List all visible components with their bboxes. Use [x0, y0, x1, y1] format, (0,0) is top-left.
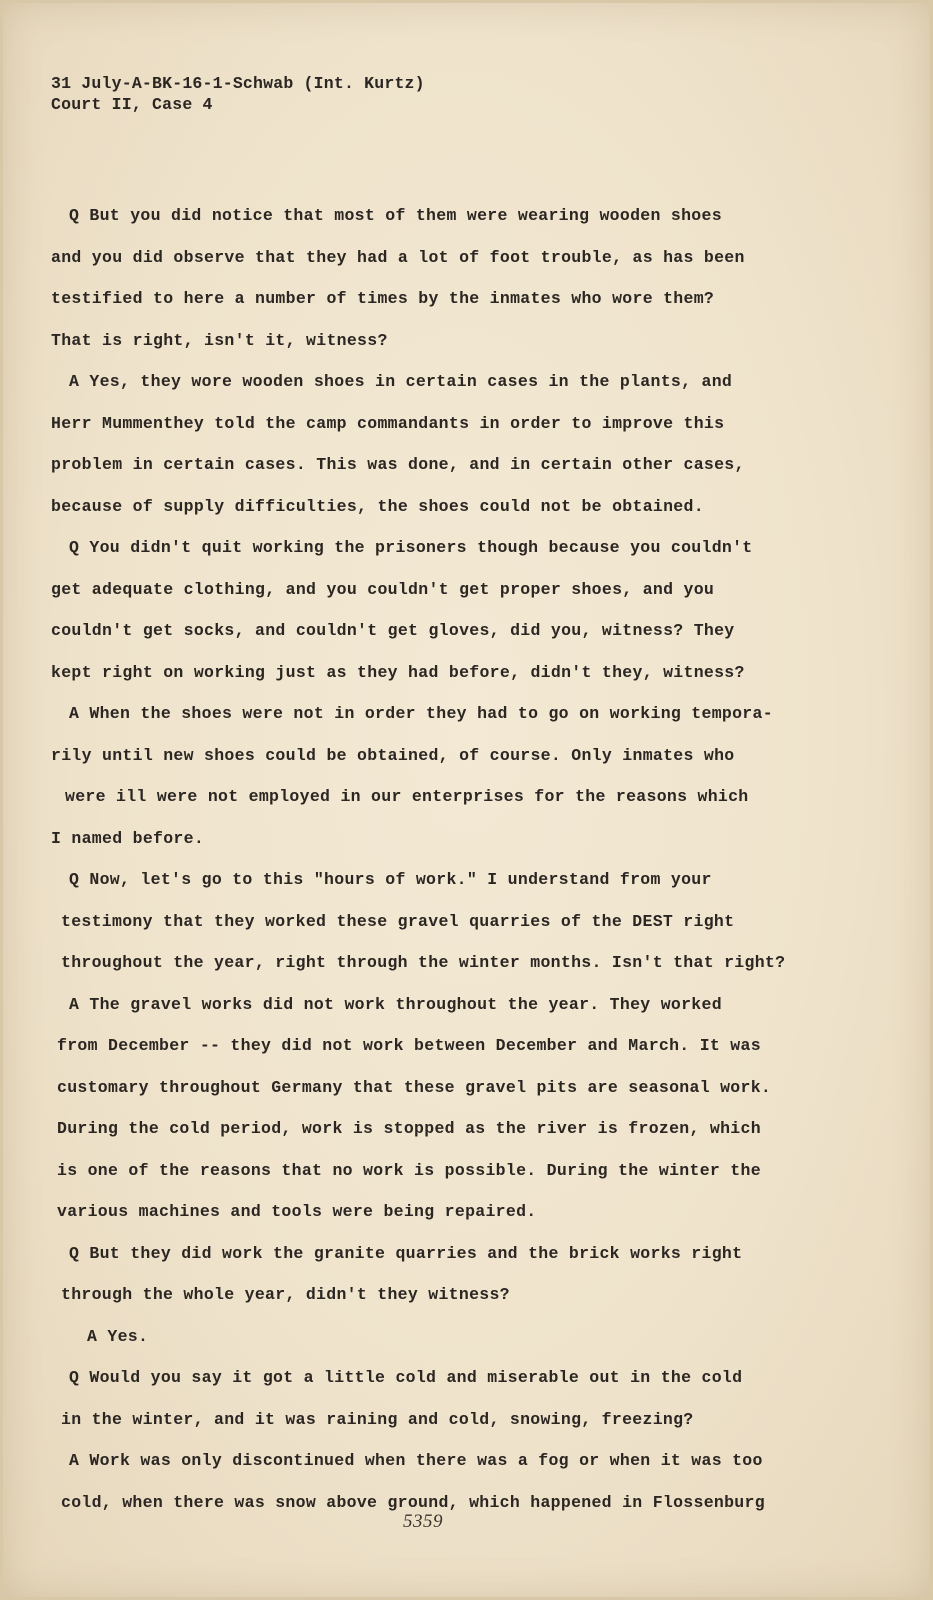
transcript-line: couldn't get socks, and couldn't get gloves, did you, witness? They: [51, 621, 735, 640]
transcript-line: were ill were not employed in our enterprises for the reasons which: [65, 787, 749, 806]
transcript-line: I named before.: [51, 828, 205, 848]
transcript-line: A Yes, they wore wooden shoes in certain cases in the plants, and: [69, 372, 733, 391]
transcript-line: testimony that they worked these gravel quarries of the DEST right: [61, 911, 735, 931]
transcript-line: is one of the reasons that no work is possible. During the winter the: [57, 1160, 761, 1180]
transcript-line: through the whole year, didn't they witness?: [61, 1285, 510, 1304]
transcript-line: Herr Mummenthey told the camp commandants in order to improve this: [51, 413, 725, 433]
transcript-line: cold, when there was snow above ground, which happened in Flossenburg: [61, 1492, 765, 1512]
transcript-line: problem in certain cases. This was done, and in certain other cases,: [51, 455, 745, 474]
transcript-line: get adequate clothing, and you couldn't get proper shoes, and you: [51, 579, 715, 599]
transcript-line: in the winter, and it was raining and cold, snowing, freezing?: [61, 1409, 694, 1429]
transcript-line: Q But you did notice that most of them were wearing wooden shoes: [69, 206, 722, 225]
transcript-line: A The gravel works did not work throughout the year. They worked: [69, 994, 722, 1014]
transcript-body: [51, 195, 881, 1523]
transcript-line: various machines and tools were being repaired.: [57, 1202, 537, 1221]
transcript-line: from December -- they did not work between December and March. It was: [57, 1036, 761, 1055]
transcript-line: kept right on working just as they had before, didn't they, witness?: [51, 662, 745, 682]
transcript-line: rily until new shoes could be obtained, of course. Only inmates who: [51, 745, 735, 765]
document-header: [51, 73, 425, 115]
transcript-line: customary throughout Germany that these gravel pits are seasonal work.: [57, 1077, 772, 1097]
transcript-line: Q Would you say it got a little cold and miserable out in the cold: [69, 1368, 743, 1387]
transcript-line: and you did observe that they had a lot of foot trouble, as has been: [51, 247, 745, 267]
transcript-line: testified to here a number of times by the inmates who wore them?: [51, 289, 715, 308]
header-reference: 31 July-A-BK-16-1-Schwab (Int. Kurtz): [51, 74, 425, 93]
transcript-line: During the cold period, work is stopped as the river is frozen, which: [57, 1119, 761, 1138]
transcript-line: Q You didn't quit working the prisoners though because you couldn't: [69, 538, 753, 557]
header-court-case: Court II, Case 4: [51, 95, 213, 114]
transcript-line: throughout the year, right through the winter months. Isn't that right?: [61, 953, 786, 972]
transcript-line: A Work was only discontinued when there was a fog or when it was too: [69, 1451, 763, 1470]
transcript-line: A Yes.: [87, 1326, 149, 1346]
page-number: 5359: [403, 1511, 443, 1532]
transcript-line: because of supply difficulties, the shoes could not be obtained.: [51, 496, 704, 516]
transcript-line: Q Now, let's go to this "hours of work." I understand from your: [69, 870, 712, 889]
transcript-line: That is right, isn't it, witness?: [51, 330, 388, 350]
transcript-line: Q But they did work the granite quarries and the brick works right: [69, 1243, 743, 1263]
transcript-line: A When the shoes were not in order they had to go on working tempora-: [69, 704, 773, 723]
